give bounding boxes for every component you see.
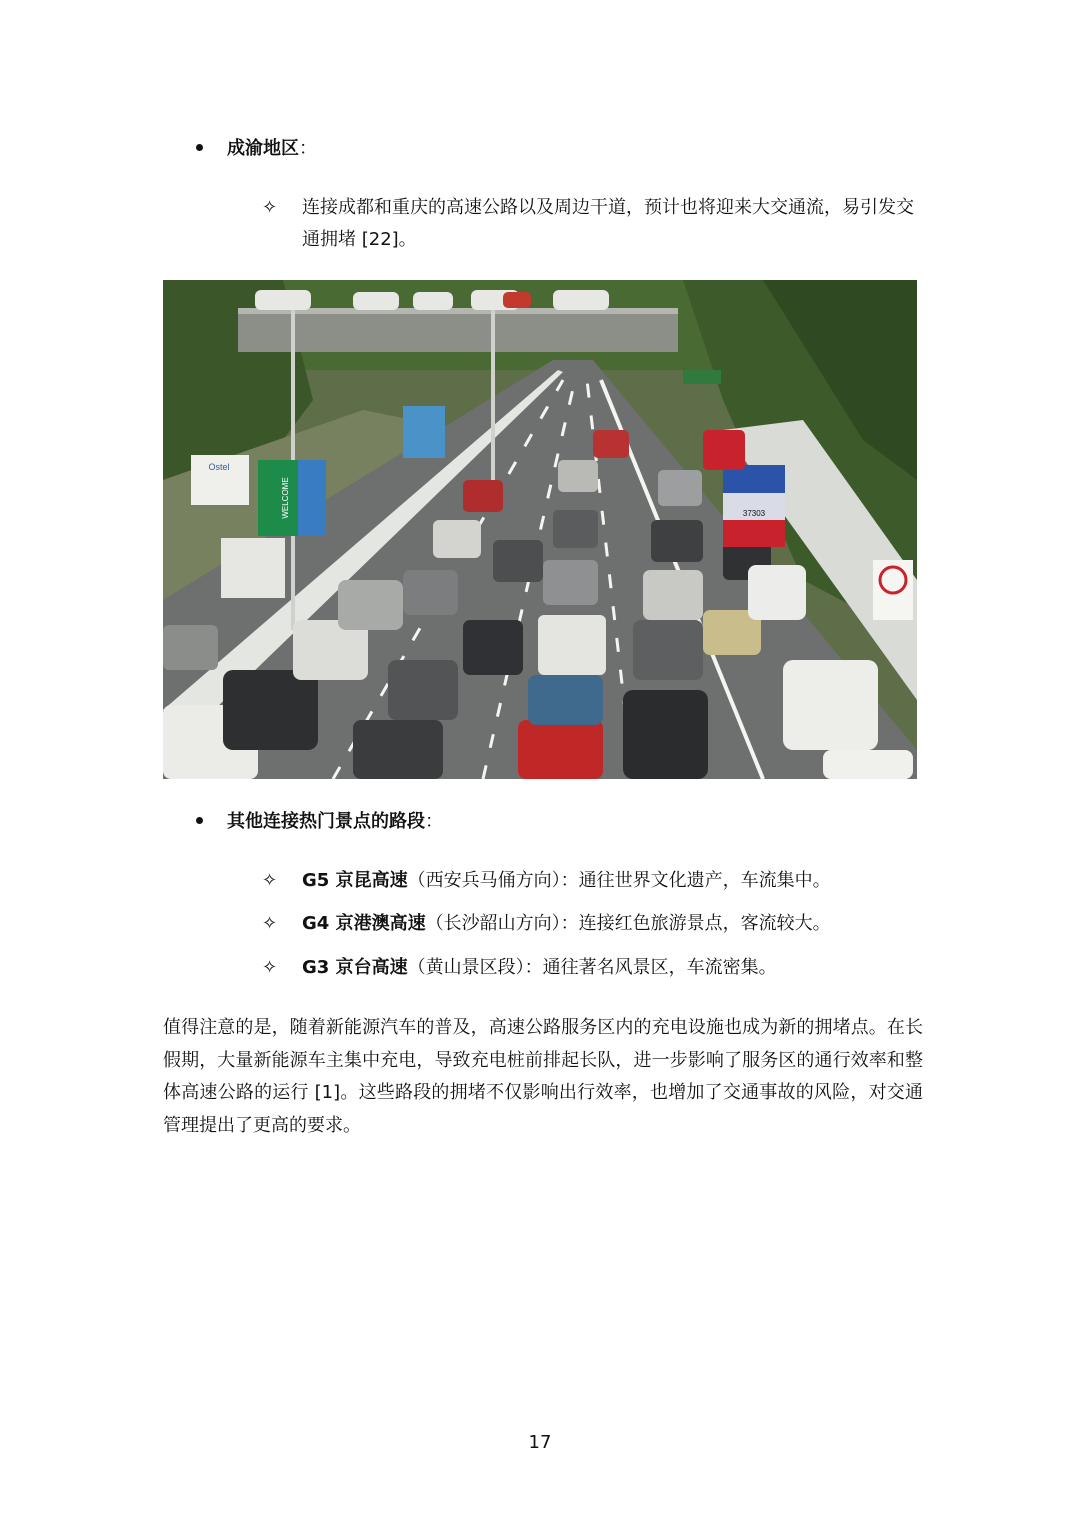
section-title-chengyu: 成渝地区 (227, 138, 299, 159)
bus-number-text: 37303 (742, 509, 766, 518)
bullet-icon (196, 144, 203, 151)
ostel-sign-text: Ostel (208, 462, 230, 472)
bullet-chengyu (196, 136, 317, 162)
bullet-other (196, 809, 443, 835)
section-title-suffix: ： (299, 138, 317, 159)
section-title-other: 其他连接热门景点的路段 (227, 811, 425, 832)
chengyu-item-text: 连接成都和重庆的高速公路以及周边干道，预计也将迎来大交通流，易引发交通拥堵 [22]。 (302, 197, 914, 250)
section-title-suffix: ： (425, 811, 443, 832)
page-number: 17 (528, 1432, 552, 1453)
highway-description: （黄山景区段）：通往著名风景区，车流密集。 (407, 957, 777, 978)
chengyu-item (262, 192, 922, 256)
welcome-sign-text: WELCOME (281, 477, 290, 519)
highway-name: G3 京台高速 (302, 957, 408, 978)
diamond-bullet-icon: ✧ (262, 197, 278, 218)
highway-name: G5 京昆高速 (302, 870, 408, 891)
other-item-g3 (262, 955, 777, 981)
bullet-icon (196, 817, 203, 824)
diamond-bullet-icon: ✧ (262, 870, 278, 891)
highway-description: （长沙韶山方向）：连接红色旅游景点，客流较大。 (425, 913, 831, 934)
other-item-g5 (262, 868, 831, 894)
body-paragraph: 值得注意的是，随着新能源汽车的普及，高速公路服务区内的充电设施也成为新的拥堵点。在长假期，大量新能源车主集中充电，导致充电桩前排起长队，进一步影响了服务区的通行效率和整体高速公路的运行 [1]。这些路段的拥堵不仅影响出行效率，也增加了交通事故的风险，对交通管理提出了更高的要求。 (163, 1017, 923, 1136)
highway-description: （西安兵马俑方向）：通往世界文化遗产，车流集中。 (407, 870, 831, 891)
traffic-photo-graphic (163, 280, 917, 779)
diamond-bullet-icon: ✧ (262, 957, 278, 978)
highway-name: G4 京港澳高速 (302, 913, 426, 934)
traffic-jam-photo (163, 280, 917, 779)
diamond-bullet-icon: ✧ (262, 913, 278, 934)
other-item-g4 (262, 911, 831, 937)
